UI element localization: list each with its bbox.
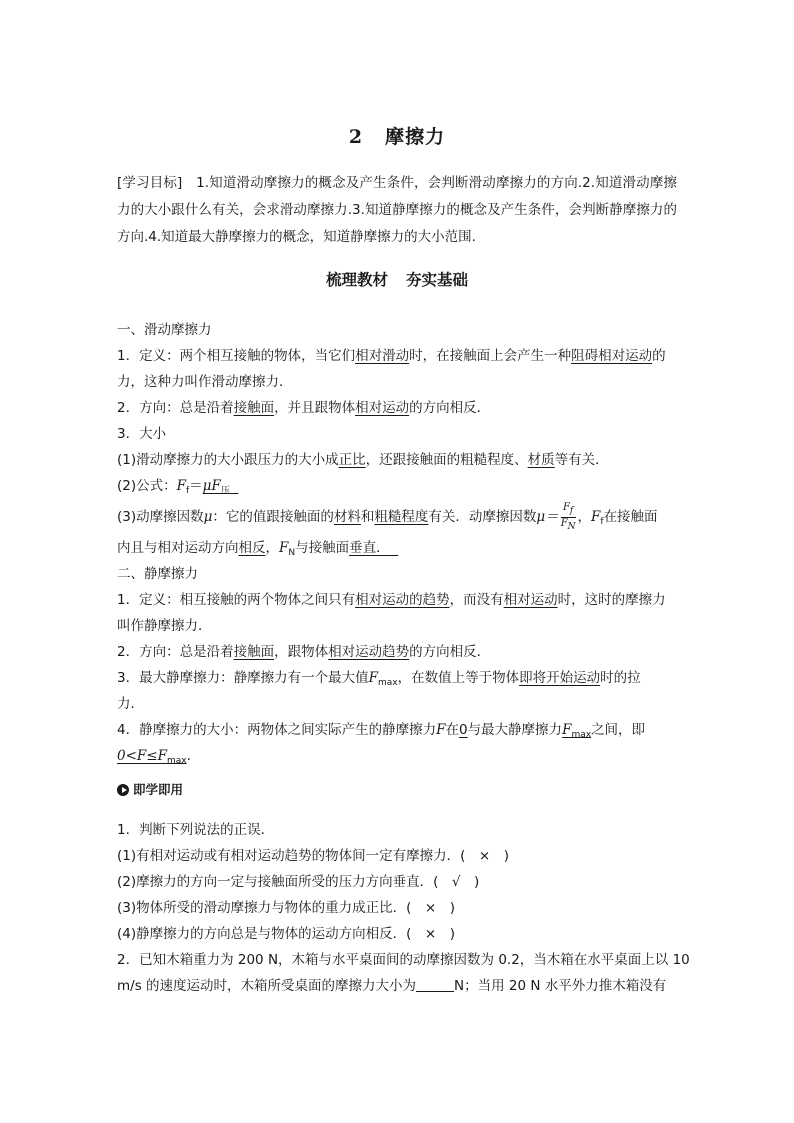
q1-item: (2)摩擦力的方向一定与接触面所受的压力方向垂直．( √ )	[117, 874, 480, 890]
text: 的	[652, 348, 666, 364]
answer-underline: 正比	[338, 452, 366, 468]
answer-underline: 接触面	[233, 400, 275, 416]
text: 1．定义：两个相互接触的物体，当它们	[117, 348, 356, 364]
text: ，在数值上等于物体	[397, 670, 520, 686]
subscript: max	[166, 756, 187, 766]
answer-underline: 相反	[238, 540, 266, 556]
answer-underline: 相对滑动	[355, 348, 410, 364]
text: ，	[577, 509, 592, 525]
text: 时，这时的摩擦力	[557, 592, 666, 608]
practice-label-text: 即学即用	[133, 782, 184, 797]
answer-blank[interactable]	[416, 977, 454, 992]
s2-heading: 二、静摩擦力	[117, 566, 198, 582]
symbol: F	[591, 509, 601, 525]
answer-underline: 接触面	[233, 644, 275, 660]
answer-underline: 相对运动	[355, 400, 410, 416]
text: ：它的值跟接触面的	[212, 509, 334, 525]
text: 2．方向：总是沿着	[117, 400, 234, 416]
text: ＝	[189, 478, 203, 494]
subscript: N	[567, 521, 576, 532]
subscript: max	[571, 730, 592, 740]
answer-underline: 0	[458, 722, 468, 738]
subscript: max	[377, 678, 398, 688]
answer-underline: 相对运动	[503, 592, 558, 608]
subscript: f	[186, 486, 190, 496]
answer-underline: 材质	[527, 452, 555, 468]
text: 和	[360, 509, 375, 525]
symbol: F	[562, 722, 572, 738]
answer-underline: 相对运动的趋势	[355, 592, 450, 608]
answer-underline: 相对运动趋势	[328, 644, 410, 660]
s2-range	[117, 717, 679, 743]
text: (1)滑动摩擦力的大小跟压力的大小成	[117, 452, 339, 468]
lesson-title-text: 摩擦力	[385, 126, 446, 148]
section-heading-left: 梳理教材	[325, 271, 388, 289]
q1-heading: 1．判断下列说法的正误．	[117, 822, 275, 838]
text: (2)公式：	[117, 478, 177, 494]
text: ，并且跟物体	[274, 400, 356, 416]
s1-formula	[117, 473, 679, 499]
numerator: F	[562, 501, 570, 513]
text: (3)动摩擦因数	[117, 509, 204, 525]
s2-max	[117, 665, 679, 691]
text: 与接触面	[295, 540, 350, 556]
s1-definition	[117, 343, 679, 369]
answer-underline: 垂直．	[349, 540, 390, 556]
s2-definition	[117, 587, 679, 613]
q2-line-2	[117, 973, 679, 999]
practice-label	[117, 775, 679, 805]
subscript: f	[569, 505, 574, 516]
mu-fraction	[561, 502, 576, 533]
section-heading	[0, 268, 794, 290]
text: ，还跟接触面的粗糙程度、	[365, 452, 528, 468]
text: N；当用 20 N 水平外力推木箱没有	[454, 978, 667, 994]
s2-definition-cont: 叫作静摩擦力．	[117, 618, 212, 634]
q2-line-1: 2．已知木箱重力为 200 N，木箱与水平桌面间的动摩擦因数为 0.2，当木箱在水平桌面上以 10	[117, 952, 690, 968]
q1-item: (1)有相对运动或有相对运动趋势的物体间一定有摩擦力．( × )	[117, 848, 509, 864]
q1-item: (4)静摩擦力的方向总是与物体的运动方向相反．( × )	[117, 926, 455, 942]
text: 与最大静摩擦力	[467, 722, 563, 738]
s1-size-heading: 3．大小	[117, 426, 167, 442]
s1-mu	[117, 499, 679, 535]
section-heading-right: 夯实基础	[406, 271, 469, 289]
text: ，而没有	[449, 592, 504, 608]
symbol: F	[279, 540, 289, 556]
text: 有关．动摩擦因数	[428, 509, 537, 525]
s1-mu-cont	[117, 535, 679, 561]
content-body	[117, 317, 690, 999]
text: 时，在接触面上会产生一种	[409, 348, 572, 364]
symbol: μF	[202, 478, 221, 494]
text: 时的拉	[600, 670, 641, 686]
text: 内且与相对运动方向	[117, 540, 239, 556]
s2-range-cont	[117, 743, 679, 769]
text: 的方向相反．	[409, 400, 491, 416]
subscript: N	[288, 548, 296, 558]
subscript: 压	[220, 486, 230, 496]
symbol: μ＝	[536, 509, 559, 525]
text: ，跟物体	[274, 644, 329, 660]
answer-underline: 即将开始运动	[519, 670, 601, 686]
s2-max-cont: 力．	[117, 696, 144, 712]
text: 1．定义：相互接触的两个物体之间只有	[117, 592, 356, 608]
s1-heading: 一、滑动摩擦力	[117, 322, 212, 338]
symbol: F	[436, 722, 446, 738]
play-circle-icon	[117, 784, 129, 796]
learning-goals: [学习目标] 1.知道滑动摩擦力的概念及产生条件，会判断滑动摩擦力的方向.2.知道滑动摩擦力的大小跟什么有关，会求滑动摩擦力.3.知道静摩擦力的概念及产生条件，会判断静摩擦力的方向.4.知道最大静摩擦力的概念，知道静摩擦力的大小范围.	[117, 175, 677, 245]
lesson-number: 2	[348, 126, 364, 148]
text: 3．最大静摩擦力：静摩擦力有一个最大值	[117, 670, 369, 686]
lesson-title	[0, 122, 794, 149]
denominator: F	[560, 517, 568, 529]
text: 4．静摩擦力的大小：两物体之间实际产生的静摩擦力	[117, 722, 437, 738]
text: 在	[445, 722, 459, 738]
answer-underline: 粗糙程度	[374, 509, 429, 525]
text: 2．方向：总是沿着	[117, 644, 234, 660]
s1-direction	[117, 395, 679, 421]
text: m/s 的速度运动时，木箱所受桌面的摩擦力大小为	[117, 978, 417, 994]
s1-size-1	[117, 447, 679, 473]
text: ，	[265, 540, 279, 556]
text: 等有关．	[554, 452, 609, 468]
text: 在接触面	[603, 509, 658, 525]
symbol: F	[176, 478, 186, 494]
s2-direction	[117, 639, 679, 665]
text: .	[186, 748, 191, 764]
symbol: μ	[203, 509, 213, 525]
answer-underline: 阻碍相对运动	[571, 348, 653, 364]
subscript: f	[600, 517, 604, 527]
text: 之间，即	[591, 722, 646, 738]
text: 的方向相反．	[409, 644, 491, 660]
q1-item: (3)物体所受的滑动摩擦力与物体的重力成正比．( × )	[117, 900, 455, 916]
s1-definition-cont: 力，这种力叫作滑动摩擦力．	[117, 374, 293, 390]
symbol: F	[368, 670, 378, 686]
inequality: 0<F≤F	[117, 748, 167, 764]
answer-underline: 材料	[333, 509, 361, 525]
